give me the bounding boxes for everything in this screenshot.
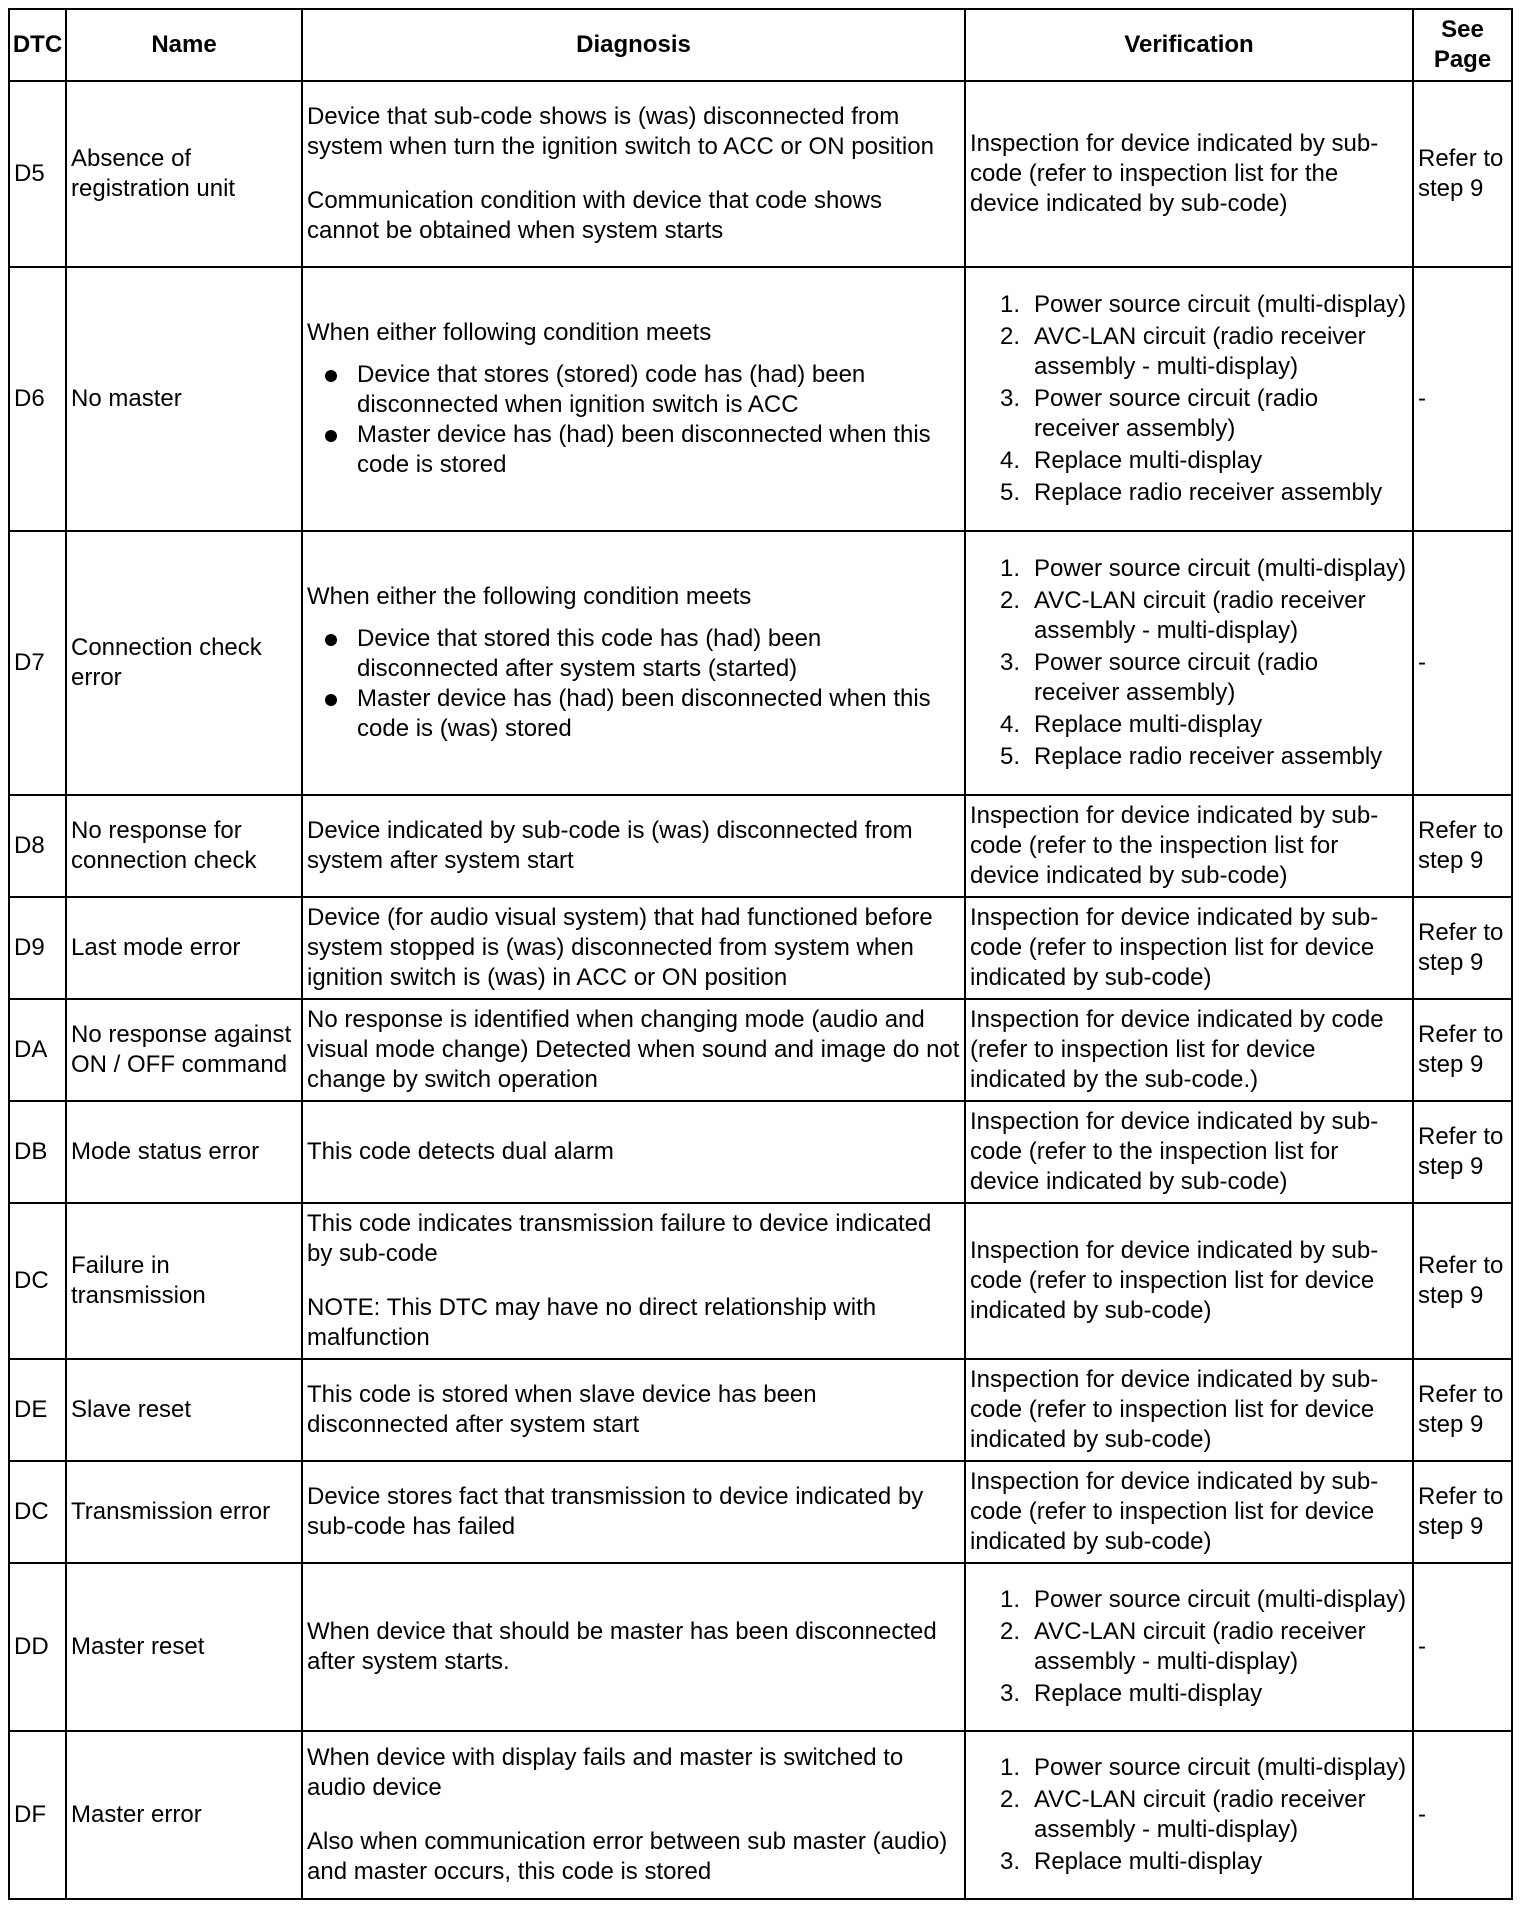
table-row [9,897,1512,999]
see-page-cell: - [1413,1731,1512,1899]
step-text: Power source circuit (radio receiver assembly) [1034,385,1319,442]
verification-step [970,290,1408,320]
dtc-name-cell: Connection check error [66,531,302,795]
diagnosis-cell [302,1731,965,1899]
verification-text: Inspection for device indicated by sub-code (refer to inspection list for device indicated by sub-code) [970,904,1379,991]
verification-step [970,1753,1408,1783]
verification-text: Inspection for device indicated by sub-code (refer to inspection list for device indicated by sub-code) [970,1237,1379,1324]
table-row [9,1563,1512,1731]
diagnosis-bullet: Device that stores (stored) code has (had) been disconnected when ignition switch is ACC [307,360,960,420]
verification-step [970,710,1408,740]
verification-step [970,586,1408,646]
verification-cell [965,1563,1413,1731]
step-text: Power source circuit (radio receiver assembly) [1034,649,1319,706]
step-number: 3. [999,385,1020,412]
dtc-code-cell: DF [9,1731,66,1899]
step-text: Replace multi-display [1034,1680,1263,1707]
header-name: Name [66,9,302,81]
header-row [9,9,1512,81]
step-number: 3. [999,1848,1020,1875]
table-row [9,795,1512,897]
verification-cell [965,267,1413,531]
table-row [9,81,1512,267]
verification-steps [970,554,1408,772]
step-number: 5. [999,479,1020,506]
diagnosis-paragraph: Device that sub-code shows is (was) disconnected from system when turn the ignition switch to ACC or ON position [307,103,934,160]
step-text: Replace multi-display [1034,711,1263,738]
diagnosis-cell [302,267,965,531]
diagnosis-paragraph: Device stores fact that transmission to device indicated by sub-code has failed [307,1483,924,1540]
step-text: AVC-LAN circuit (radio receiver assembly - multi-display) [1034,1618,1366,1675]
step-number: 1. [999,1586,1020,1613]
verification-steps [970,1585,1408,1709]
dtc-code-cell: D6 [9,267,66,531]
table-header [9,9,1512,81]
step-number: 5. [999,743,1020,770]
dtc-table [8,8,1513,1900]
see-page-cell: Refer to step 9 [1413,897,1512,999]
diagnosis-bullet: Master device has (had) been disconnected when this code is stored [307,420,960,480]
verification-cell [965,81,1413,267]
table-row [9,1731,1512,1899]
dtc-code-cell: DC [9,1461,66,1563]
verification-cell [965,897,1413,999]
step-text: Replace multi-display [1034,1848,1263,1875]
step-number: 1. [999,291,1020,318]
verification-text: Inspection for device indicated by sub-code (refer to inspection list for the device indicated by sub-code) [970,130,1379,217]
diagnosis-paragraph: No response is identified when changing mode (audio and visual mode change) Detected when sound and image do not change by switch operation [307,1006,960,1093]
table-row [9,267,1512,531]
step-number: 4. [999,447,1020,474]
verification-step [970,742,1408,772]
see-page-cell: Refer to step 9 [1413,1359,1512,1461]
diagnosis-bullet: Master device has (had) been disconnected when this code is (was) stored [307,684,960,744]
verification-step [970,554,1408,584]
see-page-cell: Refer to step 9 [1413,1101,1512,1203]
dtc-name-cell: No master [66,267,302,531]
dtc-name-cell: No response for connection check [66,795,302,897]
dtc-name-cell: Failure in transmission [66,1203,302,1359]
table-body [9,81,1512,1899]
step-text: Replace multi-display [1034,447,1263,474]
verification-steps [970,1753,1408,1877]
see-page-cell: Refer to step 9 [1413,795,1512,897]
see-page-cell: Refer to step 9 [1413,1203,1512,1359]
diagnosis-cell [302,1563,965,1731]
verification-cell [965,999,1413,1101]
dtc-code-cell: D5 [9,81,66,267]
verification-cell [965,1731,1413,1899]
verification-step [970,1585,1408,1615]
step-text: Power source circuit (multi-display) [1034,555,1407,582]
see-page-cell: Refer to step 9 [1413,999,1512,1101]
step-number: 4. [999,711,1020,738]
verification-step [970,648,1408,708]
diagnosis-paragraph: This code detects dual alarm [307,1138,614,1165]
see-page-cell: Refer to step 9 [1413,1461,1512,1563]
diagnosis-cell [302,1101,965,1203]
dtc-name-cell: Absence of registration unit [66,81,302,267]
diagnosis-paragraph: When device with display fails and master is switched to audio device [307,1744,904,1801]
dtc-code-cell: DB [9,1101,66,1203]
step-text: Replace radio receiver assembly [1034,479,1383,506]
dtc-code-cell: DD [9,1563,66,1731]
step-number: 2. [999,587,1020,614]
table-row [9,1461,1512,1563]
table-row [9,1101,1512,1203]
diagnosis-cell [302,1359,965,1461]
dtc-name-cell: Mode status error [66,1101,302,1203]
dtc-name-cell: Last mode error [66,897,302,999]
header-diagnosis: Diagnosis [302,9,965,81]
dtc-code-cell: D7 [9,531,66,795]
dtc-name-cell: Master error [66,1731,302,1899]
dtc-code-cell: D8 [9,795,66,897]
dtc-code-cell: DE [9,1359,66,1461]
table-row [9,999,1512,1101]
diagnosis-cell [302,81,965,267]
diagnosis-paragraph: NOTE: This DTC may have no direct relationship with malfunction [307,1294,877,1351]
step-text: AVC-LAN circuit (radio receiver assembly - multi-display) [1034,1786,1366,1843]
dtc-name-cell: No response against ON / OFF command [66,999,302,1101]
verification-step [970,1679,1408,1709]
header-verification: Verification [965,9,1413,81]
diagnosis-cell [302,999,965,1101]
diagnosis-cell [302,795,965,897]
dtc-code-cell: D9 [9,897,66,999]
verification-cell [965,531,1413,795]
see-page-cell: - [1413,1563,1512,1731]
verification-step [970,446,1408,476]
step-text: Power source circuit (multi-display) [1034,291,1407,318]
verification-cell [965,1359,1413,1461]
step-text: Power source circuit (multi-display) [1034,1754,1407,1781]
step-text: Power source circuit (multi-display) [1034,1586,1407,1613]
step-number: 1. [999,1754,1020,1781]
header-dtc: DTC [9,9,66,81]
dtc-code-cell: DC [9,1203,66,1359]
dtc-code-cell: DA [9,999,66,1101]
diagnosis-bullet: Device that stored this code has (had) been disconnected after system starts (started) [307,624,960,684]
header-see-page: See Page [1413,9,1512,81]
diagnosis-paragraph: Also when communication error between sub master (audio) and master occurs, this code is stored [307,1828,948,1885]
diagnosis-paragraph: When device that should be master has been disconnected after system starts. [307,1618,937,1675]
verification-step [970,384,1408,444]
verification-text: Inspection for device indicated by sub-code (refer to the inspection list for device indicated by sub-code) [970,1108,1379,1195]
step-number: 3. [999,649,1020,676]
see-page-cell: - [1413,531,1512,795]
step-number: 3. [999,1680,1020,1707]
step-number: 2. [999,323,1020,350]
verification-step [970,1847,1408,1877]
diagnosis-bullet-list [307,624,960,744]
step-number: 2. [999,1786,1020,1813]
diagnosis-cell [302,897,965,999]
see-page-cell: Refer to step 9 [1413,81,1512,267]
step-text: AVC-LAN circuit (radio receiver assembly - multi-display) [1034,587,1366,644]
diagnosis-paragraph: This code is stored when slave device has been disconnected after system start [307,1381,817,1438]
dtc-name-cell: Transmission error [66,1461,302,1563]
verification-text: Inspection for device indicated by sub-code (refer to inspection list for device indicated by sub-code) [970,1468,1379,1555]
dtc-name-cell: Slave reset [66,1359,302,1461]
diagnosis-paragraph: Device (for audio visual system) that had functioned before system stopped is (was) disconnected from system when ignition switch is (was) in ACC or ON position [307,904,933,991]
verification-text: Inspection for device indicated by sub-code (refer to inspection list for device indicated by sub-code) [970,1366,1379,1453]
step-text: AVC-LAN circuit (radio receiver assembly - multi-display) [1034,323,1366,380]
step-number: 2. [999,1618,1020,1645]
step-text: Replace radio receiver assembly [1034,743,1383,770]
dtc-name-cell: Master reset [66,1563,302,1731]
verification-step [970,1617,1408,1677]
verification-step [970,1785,1408,1845]
verification-cell [965,1101,1413,1203]
diagnosis-paragraph: Device indicated by sub-code is (was) disconnected from system after system start [307,817,913,874]
diagnosis-intro: When either the following condition meets [307,583,752,610]
diagnosis-cell [302,1203,965,1359]
verification-step [970,478,1408,508]
table-row [9,531,1512,795]
verification-cell [965,795,1413,897]
step-number: 1. [999,555,1020,582]
diagnosis-paragraph: Communication condition with device that code shows cannot be obtained when system starts [307,187,882,244]
diagnosis-bullet-list [307,360,960,480]
table-row [9,1203,1512,1359]
verification-text: Inspection for device indicated by sub-code (refer to the inspection list for device indicated by sub-code) [970,802,1379,889]
table-row [9,1359,1512,1461]
diagnosis-intro: When either following condition meets [307,319,712,346]
verification-steps [970,290,1408,508]
diagnosis-cell [302,1461,965,1563]
verification-cell [965,1203,1413,1359]
diagnosis-paragraph: This code indicates transmission failure to device indicated by sub-code [307,1210,932,1267]
diagnosis-cell [302,531,965,795]
verification-cell [965,1461,1413,1563]
see-page-cell: - [1413,267,1512,531]
verification-step [970,322,1408,382]
verification-text: Inspection for device indicated by code (refer to inspection list for device indicated by the sub-code.) [970,1006,1384,1093]
